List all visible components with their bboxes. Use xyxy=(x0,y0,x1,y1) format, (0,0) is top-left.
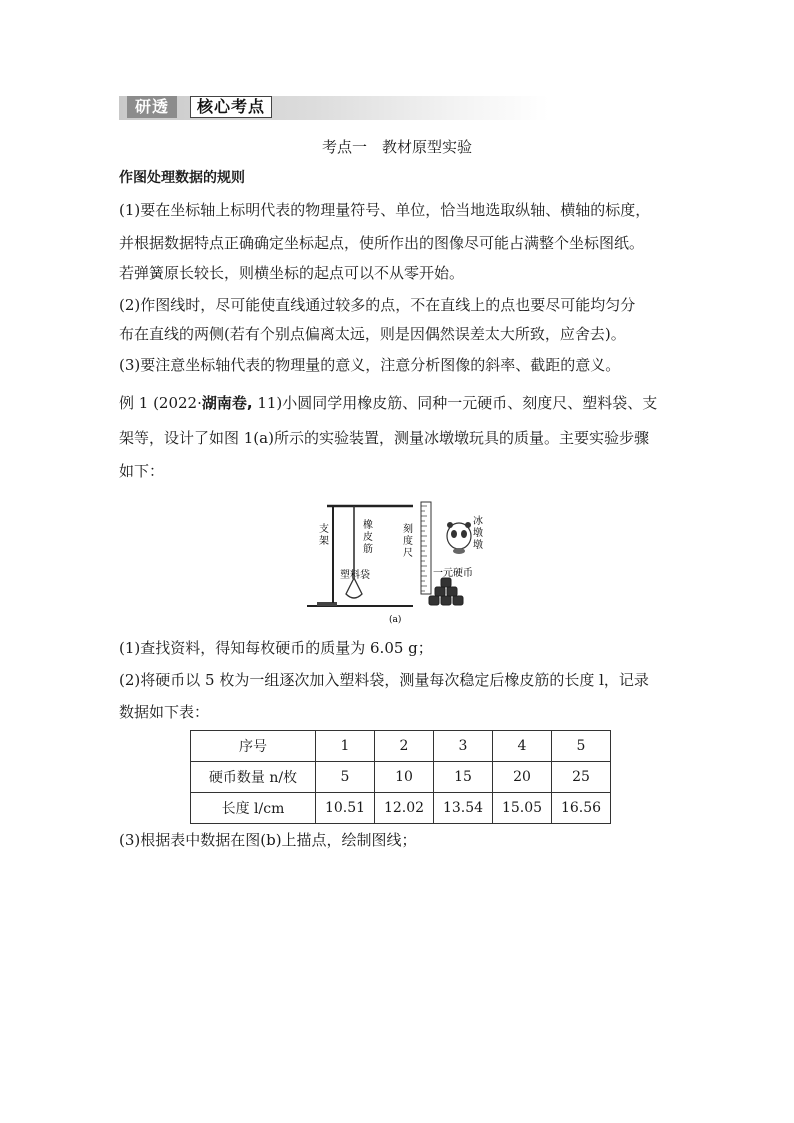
table-cell: 15 xyxy=(434,762,493,793)
table-cell: 5 xyxy=(552,731,611,762)
section-title: 考点一 教材原型实验 xyxy=(321,138,472,156)
rule-line: (2)作图线时，尽可能使直线通过较多的点，不在直线上的点也要尽可能均匀分 xyxy=(119,296,636,314)
table-cell: 15.05 xyxy=(493,793,552,824)
step-1: (1)查找资料，得知每枚硬币的质量为 6.05 g； xyxy=(119,639,433,657)
label-stand: 支 架 xyxy=(319,524,329,547)
label-coin: 一元硬币 xyxy=(433,568,473,579)
table-header-cell: 硬币数量 n/枚 xyxy=(191,762,316,793)
example-line-2: 架等，设计了如图 1(a)所示的实验装置，测量冰墩墩玩具的质量。主要实验步骤 xyxy=(119,429,649,447)
plastic-bag xyxy=(346,578,362,598)
label-ruler: 刻 度 尺 xyxy=(403,524,413,559)
table-row xyxy=(191,762,611,793)
table-cell: 12.02 xyxy=(375,793,434,824)
table-cell: 2 xyxy=(375,731,434,762)
step-3: (3)根据表中数据在图(b)上描点，绘制图线； xyxy=(119,831,417,849)
label-bag: 塑料袋 xyxy=(340,570,370,581)
banner-bar xyxy=(119,96,549,120)
banner-label-secondary: 核心考点 xyxy=(190,96,272,118)
table-cell: 16.56 xyxy=(552,793,611,824)
rule-line: 布在直线的两侧(若有个别点偏离太远，则是因偶然误差太大所致，应舍去)。 xyxy=(119,325,626,343)
rule-line: 并根据数据特点正确确定坐标起点，使所作出的图像尽可能占满整个坐标图纸。 xyxy=(119,234,645,252)
step-2-line-1: (2)将硬币以 5 枚为一组逐次加入塑料袋，测量每次稳定后橡皮筋的长度 l，记录 xyxy=(119,671,649,689)
toy-figure xyxy=(447,522,471,554)
table-row xyxy=(191,793,611,824)
table-cell: 5 xyxy=(316,762,375,793)
table-cell: 13.54 xyxy=(434,793,493,824)
table-header-cell: 序号 xyxy=(191,731,316,762)
coin-stack xyxy=(429,578,463,605)
rules-heading: 作图处理数据的规则 xyxy=(119,170,245,186)
step-2-line-2: 数据如下表： xyxy=(119,703,210,721)
rule-line: (1)要在坐标轴上标明代表的物理量符号、单位，恰当地选取纵轴、横轴的标度， xyxy=(119,201,651,219)
table-cell: 25 xyxy=(552,762,611,793)
label-toy: 冰 墩 墩 xyxy=(473,516,483,551)
table-cell: 3 xyxy=(434,731,493,762)
table-cell: 10 xyxy=(375,762,434,793)
example-line-3: 如下： xyxy=(119,462,165,480)
table-row xyxy=(191,731,611,762)
example-text: 11)小圆同学用橡皮筋、同种一元硬币、刻度尺、塑料袋、支 xyxy=(252,394,658,412)
rule-line: 若弹簧原长较长，则横坐标的起点可以不从零开始。 xyxy=(119,264,465,282)
figure-caption: (a) xyxy=(389,615,402,625)
example-line-1 xyxy=(119,393,679,413)
example-source: 湖南卷, xyxy=(201,394,253,412)
table-cell: 20 xyxy=(493,762,552,793)
experiment-figure xyxy=(305,498,485,626)
table-cell: 4 xyxy=(493,731,552,762)
example-prefix: 例 1 (2022· xyxy=(119,394,202,412)
table-header-cell: 长度 l/cm xyxy=(191,793,316,824)
label-rubber: 橡 皮 筋 xyxy=(363,520,373,555)
table-cell: 1 xyxy=(316,731,375,762)
table-cell: 10.51 xyxy=(316,793,375,824)
section-banner xyxy=(119,96,549,126)
banner-label-primary: 研透 xyxy=(127,96,177,118)
data-table xyxy=(190,730,611,824)
rule-line: (3)要注意坐标轴代表的物理量的意义，注意分析图像的斜率、截距的意义。 xyxy=(119,356,621,374)
